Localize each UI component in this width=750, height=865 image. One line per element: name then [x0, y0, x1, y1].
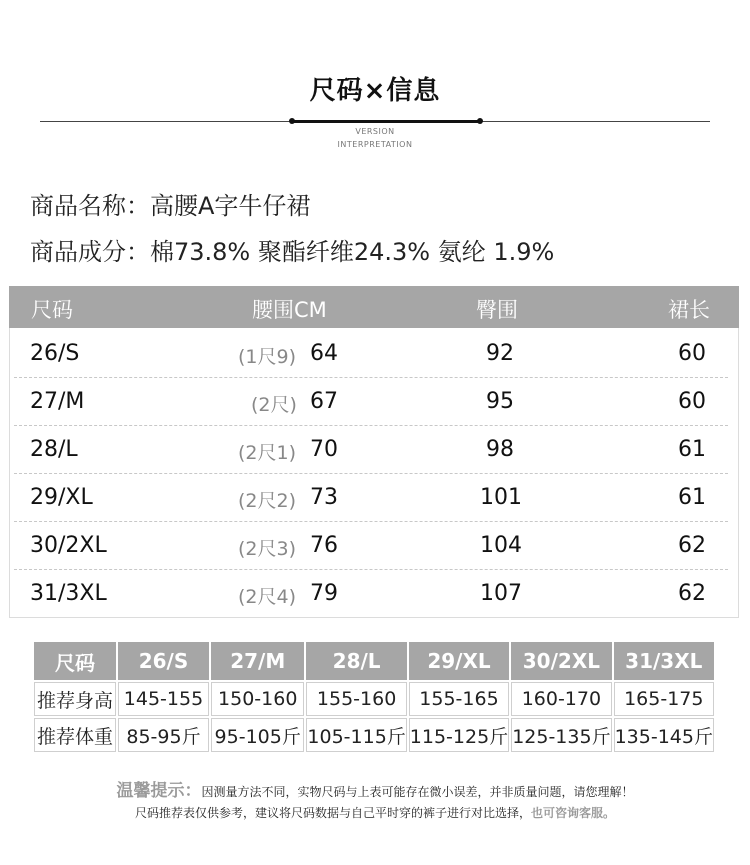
rec-header-cell: 27/M — [211, 642, 304, 680]
header-length: 裙长 — [668, 298, 710, 322]
row-hip: 98 — [486, 437, 514, 462]
rec-cell: 105-115斤 — [306, 718, 406, 752]
tips-line-2 — [0, 804, 750, 821]
row-hip: 104 — [480, 533, 522, 558]
row-waist: 67 — [310, 389, 338, 414]
rec-header-cell: 29/XL — [409, 642, 509, 680]
divider-dot-right — [477, 118, 483, 124]
rec-header-cell: 28/L — [306, 642, 406, 680]
row-waist-note: (2尺1) — [238, 442, 297, 464]
title-divider-accent — [292, 120, 480, 123]
row-waist-note: (2尺2) — [238, 490, 297, 512]
table-row — [10, 474, 728, 522]
rec-cell: 85-95斤 — [118, 718, 209, 752]
row-length: 62 — [678, 533, 706, 558]
row-hip: 95 — [486, 389, 514, 414]
rec-row-label: 推荐体重 — [34, 718, 116, 752]
row-waist-note: (2尺3) — [238, 538, 297, 560]
row-size: 28/L — [30, 437, 78, 462]
recommendation-header-row — [34, 642, 714, 680]
rec-header-cell: 尺码 — [34, 642, 116, 680]
row-waist-note: (2尺4) — [238, 586, 297, 608]
row-size: 29/XL — [30, 485, 93, 510]
row-length: 60 — [678, 389, 706, 414]
rec-cell: 150-160 — [211, 682, 304, 716]
rec-row-label: 推荐身高 — [34, 682, 116, 716]
subtitle-version: VERSION — [355, 127, 395, 136]
page-title: 尺码×信息 — [309, 76, 441, 106]
row-length: 60 — [678, 341, 706, 366]
rec-cell: 165-175 — [614, 682, 714, 716]
row-length: 61 — [678, 437, 706, 462]
tips-title: 温馨提示： — [116, 781, 202, 801]
tips-line-1 — [0, 776, 750, 801]
tips-text-1: 因测量方法不同，实物尺码与上表可能存在微小误差，并非质量问题，请您理解！ — [201, 785, 634, 799]
rec-cell: 135-145斤 — [614, 718, 714, 752]
row-hip: 107 — [480, 581, 522, 606]
size-table-header — [9, 286, 739, 328]
row-length: 61 — [678, 485, 706, 510]
tips-text-2-light: 也可咨询客服。 — [531, 806, 616, 820]
divider-dot-left — [289, 118, 295, 124]
row-waist-note: (1尺9) — [238, 346, 297, 368]
row-length: 62 — [678, 581, 706, 606]
row-hip: 92 — [486, 341, 514, 366]
row-waist: 70 — [310, 437, 338, 462]
row-hip: 101 — [480, 485, 522, 510]
rec-cell: 155-160 — [306, 682, 406, 716]
row-waist: 76 — [310, 533, 338, 558]
table-row — [10, 570, 728, 618]
row-size: 31/3XL — [30, 581, 107, 606]
row-waist: 73 — [310, 485, 338, 510]
subtitle-interpretation: INTERPRETATION — [337, 140, 413, 149]
rec-header-cell: 26/S — [118, 642, 209, 680]
table-row — [10, 378, 728, 426]
row-waist: 79 — [310, 581, 338, 606]
rec-cell: 160-170 — [511, 682, 611, 716]
header-hip: 臀围 — [476, 298, 518, 322]
table-row — [10, 330, 728, 378]
size-table — [9, 286, 739, 618]
recommendation-weight-row — [34, 718, 714, 752]
rec-cell: 95-105斤 — [211, 718, 304, 752]
row-size: 26/S — [30, 341, 80, 366]
row-size: 30/2XL — [30, 533, 107, 558]
tips-text-2: 尺码推荐表仅供参考，建议将尺码数据与自己平时穿的裤子进行对比选择， — [134, 806, 531, 820]
table-row — [10, 426, 728, 474]
recommendation-table — [32, 640, 716, 754]
row-waist: 64 — [310, 341, 338, 366]
rec-cell: 155-165 — [409, 682, 509, 716]
product-name: 商品名称：高腰A字牛仔裙 — [30, 192, 311, 220]
rec-cell: 125-135斤 — [511, 718, 611, 752]
header-waist: 腰围CM — [252, 298, 327, 322]
recommendation-height-row — [34, 682, 714, 716]
table-row — [10, 522, 728, 570]
row-size: 27/M — [30, 389, 85, 414]
rec-cell: 145-155 — [118, 682, 209, 716]
title-divider — [40, 121, 710, 122]
row-waist-note: (2尺) — [251, 394, 297, 416]
rec-cell: 115-125斤 — [409, 718, 509, 752]
rec-header-cell: 31/3XL — [614, 642, 714, 680]
header-size: 尺码 — [31, 298, 73, 322]
rec-header-cell: 30/2XL — [511, 642, 611, 680]
product-composition: 商品成分：棉73.8% 聚酯纤维24.3% 氨纶 1.9% — [30, 238, 555, 266]
